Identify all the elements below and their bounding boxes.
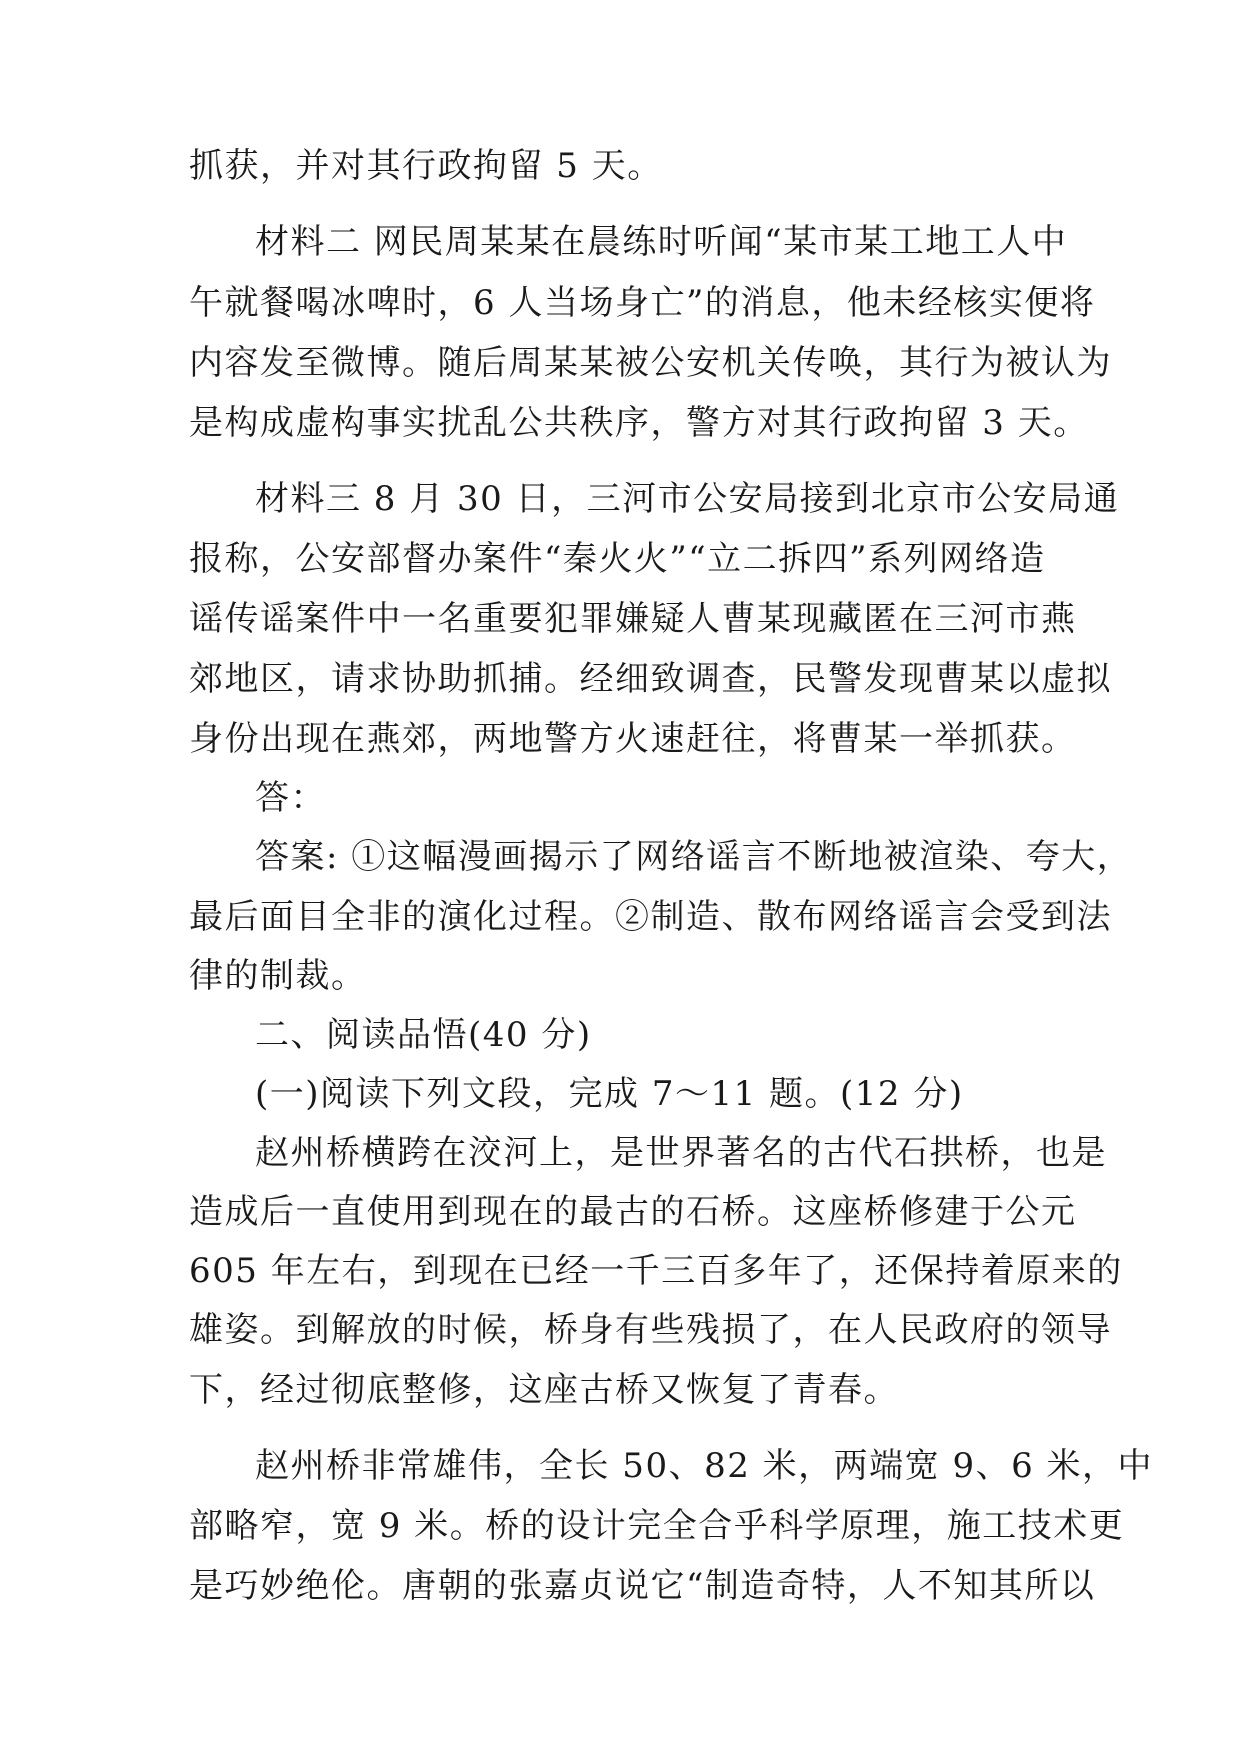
- text-line: 谣传谣案件中一名重要犯罪嫌疑人曹某现藏匿在三河市燕: [189, 599, 1077, 639]
- text-line: 内容发至微博。随后周某某被公安机关传唤，其行为被认为: [189, 343, 1112, 383]
- text-line: 造成后一直使用到现在的最古的石桥。这座桥修建于公元: [189, 1192, 1077, 1232]
- text-line: 抓获，并对其行政拘留 5 天。: [189, 146, 663, 186]
- paragraph-material-two: 材料二 网民周某某在晨练时听闻“某市某工地工人中: [255, 222, 1068, 262]
- text-line: 部略窄，宽 9 米。桥的设计完全合乎科学原理，施工技术更: [189, 1506, 1125, 1546]
- text-line: 郊地区，请求协助抓捕。经细致调查，民警发现曹某以虚拟: [189, 659, 1112, 699]
- section-heading: 二、阅读品悟(40 分): [255, 1015, 592, 1055]
- text-line: 是构成虚构事实扰乱公共秩序，警方对其行政拘留 3 天。: [189, 403, 1089, 443]
- text-line: 下，经过彻底整修，这座古桥又恢复了青春。: [189, 1370, 899, 1410]
- paragraph-zhaozhou-one: 赵州桥横跨在洨河上，是世界著名的古代石拱桥，也是: [255, 1133, 1107, 1173]
- text-line: 是巧妙绝伦。唐朝的张嘉贞说它“制造奇特，人不知其所以: [189, 1566, 1096, 1606]
- answer-label: 答：: [255, 778, 326, 818]
- text-line: 律的制裁。: [189, 956, 367, 996]
- paragraph-zhaozhou-two: 赵州桥非常雄伟，全长 50、82 米，两端宽 9、6 米，中: [255, 1446, 1154, 1486]
- text-line: 报称，公安部督办案件“秦火火”“立二拆四”系列网络造: [189, 539, 1046, 579]
- text-line: 雄姿。到解放的时候，桥身有些残损了，在人民政府的领导: [189, 1310, 1112, 1350]
- paragraph-material-three: 材料三 8 月 30 日，三河市公安局接到北京市公安局通: [255, 479, 1120, 519]
- text-line: 午就餐喝冰啤时，6 人当场身亡”的消息，他未经核实便将: [189, 283, 1096, 323]
- question-heading: (一)阅读下列文段，完成 7～11 题。(12 分): [255, 1074, 964, 1114]
- answer-paragraph: 答案: ①这幅漫画揭示了网络谣言不断地被渲染、夸大，: [255, 837, 1133, 877]
- text-line: 身份出现在燕郊，两地警方火速赶往，将曹某一举抓获。: [189, 719, 1077, 759]
- text-line: 最后面目全非的演化过程。②制造、散布网络谣言会受到法: [189, 897, 1112, 937]
- text-line: 605 年左右，到现在已经一千三百多年了，还保持着原来的: [189, 1251, 1123, 1291]
